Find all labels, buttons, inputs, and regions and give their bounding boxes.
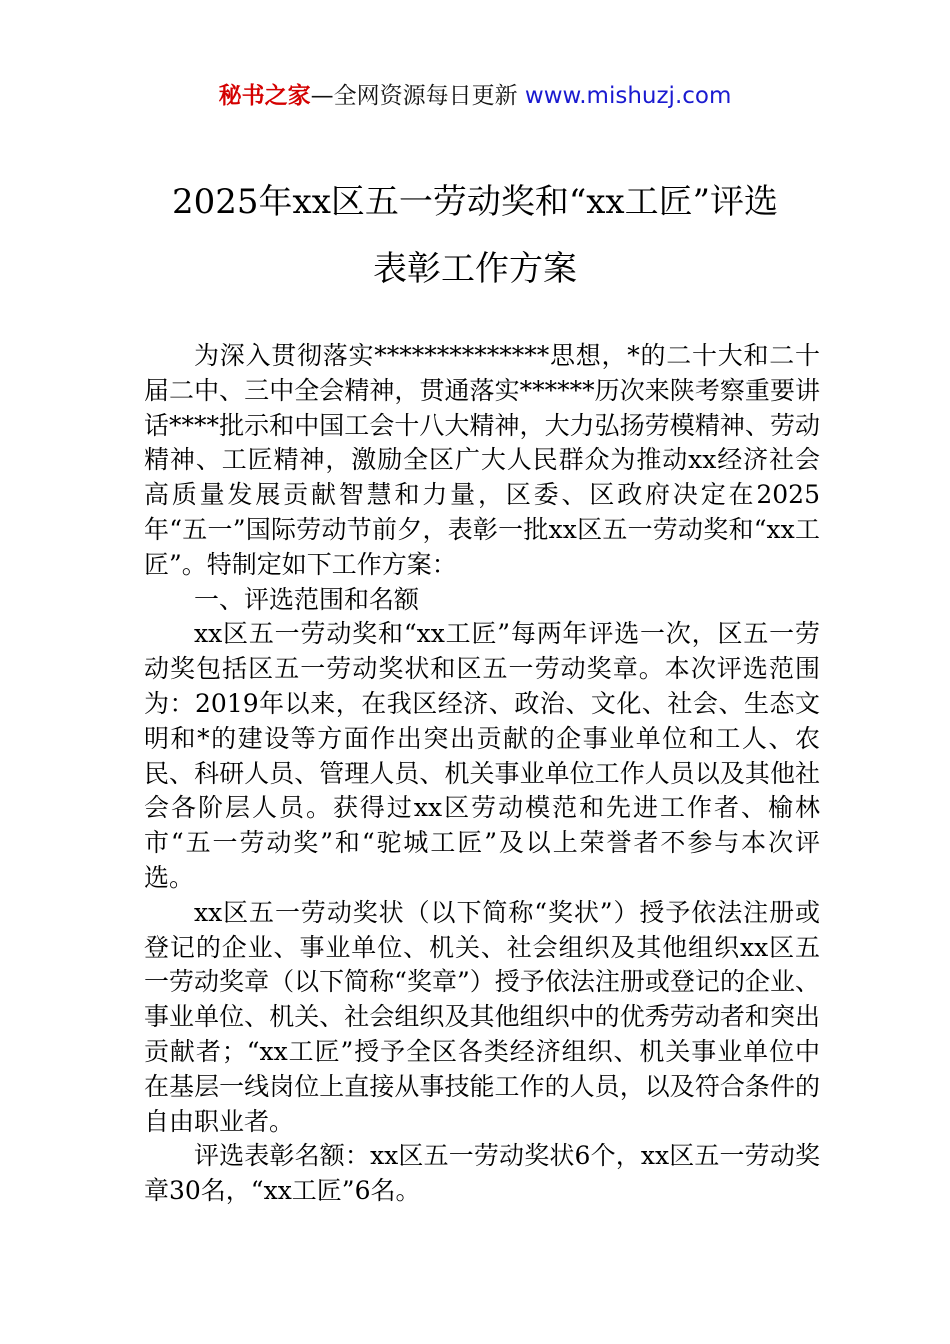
site-brand-name: 秘书之家 (218, 83, 311, 109)
section-heading-scope-and-quota: 一、评选范围和名额 (194, 584, 420, 614)
document-title-line-2: 表彰工作方案 (373, 249, 577, 289)
site-tagline: —全网资源每日更新 (310, 83, 518, 109)
document-title-line-1: 2025年xx区五一劳动奖和“xx工匠”评选 (172, 182, 778, 222)
site-header-banner (0, 80, 950, 112)
quota-paragraph: 评选表彰名额：xx区五一劳动奖状6个，xx区五一劳动奖章30名，“xx工匠”6名。 (144, 1141, 820, 1206)
scope-paragraph: xx区五一劳动奖和“xx工匠”每两年评选一次，区五一劳动奖包括区五一劳动奖状和区五一劳动奖章。本次评选范围为：2019年以来，在我区经济、政治、文化、社会、生态文明和*的建设等方面作出突出贡献的企事业单位和工人、农民、科研人员、管理人员、机关事业单位工作人员以及其他社会各阶层人员。获得过xx区劳动模范和先进工作者、榆林市“五一劳动奖”和“驼城工匠”及以上荣誉者不参与本次评选。 (144, 619, 820, 892)
award-definition-paragraph: xx区五一劳动奖状（以下简称“奖状”）授予依法注册或登记的企业、事业单位、机关、社会组织及其他组织xx区五一劳动奖章（以下简称“奖章”）授予依法注册或登记的企业、事业单位、机关、社会组织及其他组织中的优秀劳动者和突出贡献者；“xx工匠”授予全区各类经济组织、机关事业单位中在基层一线岗位上直接从事技能工作的人员，以及符合条件的自由职业者。 (144, 897, 820, 1136)
document-body (144, 339, 820, 1209)
intro-paragraph: 为深入贯彻落实**************思想，*的二十大和二十届二中、三中全会精神，贯通落实******历次来陕考察重要讲话****批示和中国工会十八大精神，大力弘扬劳模精神、劳动精神、工匠精神，激励全区广大人民群众为推动xx经济社会高质量发展贡献智慧和力量，区委、区政府决定在2025年“五一”国际劳动节前夕，表彰一批xx区五一劳动奖和“xx工匠”。特制定如下工作方案： (144, 341, 820, 579)
site-url-link[interactable]: www.mishuzj.com (524, 83, 732, 109)
